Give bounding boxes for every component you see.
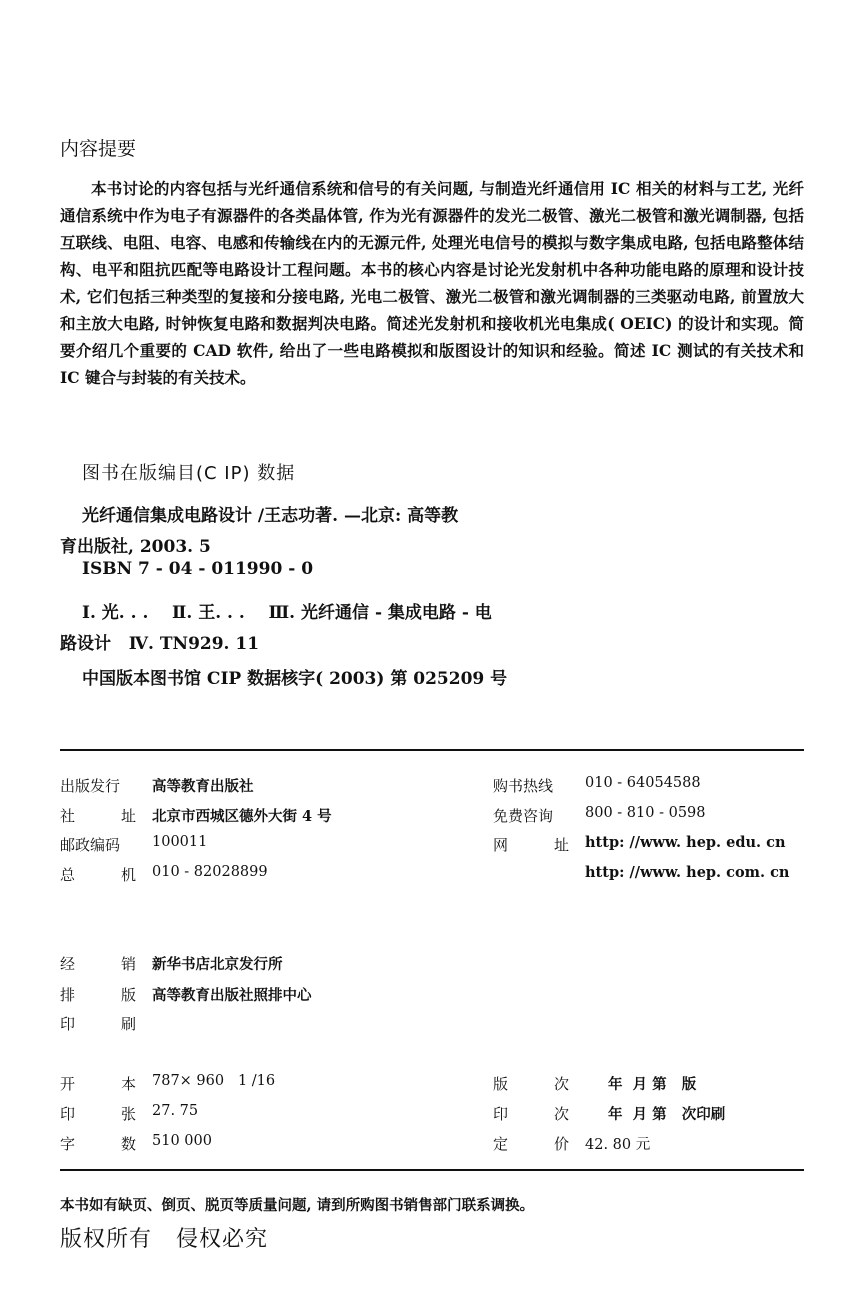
info-value: 010 - 82028899 xyxy=(152,864,268,880)
info-value: 010 - 64054588 xyxy=(585,775,701,791)
info-label: 版 次 xyxy=(493,1075,569,1093)
info-label: 定 价 xyxy=(493,1135,569,1153)
info-value: 787× 960 1 /16 xyxy=(152,1073,276,1089)
cip-heading: 图书在版编目(C IP) 数据 xyxy=(82,463,296,484)
copyright-notice xyxy=(60,1222,268,1253)
info-label: 经 销 xyxy=(60,955,136,973)
cip-subject-line2: 路设计 Ⅳ. TN929. 11 xyxy=(60,634,260,654)
bottom-rule xyxy=(60,1169,804,1171)
info-label: 社 址 xyxy=(60,807,136,825)
cip-title-line1: 光纤通信集成电路设计 /王志功著. —北京: 高等教 xyxy=(82,506,459,526)
cip-title-line2: 育出版社, 2003. 5 xyxy=(60,537,211,557)
info-label: 购书热线 xyxy=(493,777,554,795)
info-label: 邮政编码 xyxy=(60,836,121,854)
info-value: 年 月 第 版 xyxy=(608,1076,697,1093)
website-link[interactable]: http: //www. hep. edu. cn xyxy=(585,834,786,851)
info-value: 高等教育出版社 xyxy=(152,778,254,795)
quality-notice: 本书如有缺页、倒页、脱页等质量问题, 请到所购图书销售部门联系调换。 xyxy=(60,1197,535,1214)
info-label: 印 张 xyxy=(60,1105,136,1123)
info-value: 北京市西城区德外大街 4 号 xyxy=(152,808,332,825)
copyright-text: 版权所有 xyxy=(60,1227,153,1252)
cip-isbn: ISBN 7 - 04 - 011990 - 0 xyxy=(82,559,314,579)
price-value: 42. 80 元 xyxy=(585,1137,651,1153)
info-label: 开 本 xyxy=(60,1075,136,1093)
info-label: 免费咨询 xyxy=(493,807,554,825)
info-value: 100011 xyxy=(152,834,208,850)
info-value: 年 月 第 次印刷 xyxy=(608,1106,726,1123)
top-rule xyxy=(60,749,804,751)
info-label: 总 机 xyxy=(60,866,136,884)
info-label: 字 数 xyxy=(60,1135,136,1153)
info-label: 排 版 xyxy=(60,986,136,1004)
info-value: 800 - 810 - 0598 xyxy=(585,805,706,821)
cip-subject-line1: Ⅰ. 光. . . Ⅱ. 王. . . Ⅲ. 光纤通信 - 集成电路 - 电 xyxy=(82,603,492,623)
cip-subject-block xyxy=(60,598,580,660)
summary-paragraph: 本书讨论的内容包括与光纤通信系统和信号的有关问题, 与制造光纤通信用 IC 相关的材料与工艺, 光纤通信系统中作为电子有源器件的各类晶体管, 作为光有源器件的发光二极管、激光二极管和激光调制器, 包括互联线、电阻、电容、电感和传输线在内的无源元件, 处理光电信号的模拟与数字集成电路, 包括电路整体结构、电平和阻抗匹配等电路设计工程问题。本书的核心内容是讨论光发射机中各种功能电路的原理和设计技术, 它们包括三种类型的复接和分接电路, 光电二极管、激光二极管和激光调制器的三类驱动电路, 前置放大和主放大电路, 时钟恢复电路和数据判决电路。简述光发射机和接收机光电集成( OEIC) 的设计和实现。简要介绍几个重要的 CAD 软件, 给出了一些电路模拟和版图设计的知识和经验。简述 IC 测试的有关技术和 IC 键合与封装的有关技术。 xyxy=(60,179,804,387)
summary-text xyxy=(60,175,804,391)
info-value: 高等教育出版社照排中心 xyxy=(152,987,312,1004)
info-value: 27. 75 xyxy=(152,1103,199,1119)
info-value: 新华书店北京发行所 xyxy=(152,956,283,973)
info-label: 网 址 xyxy=(493,836,569,854)
summary-heading: 内容提要 xyxy=(60,138,137,160)
website-link[interactable]: http: //www. hep. com. cn xyxy=(585,864,790,881)
info-label: 印 次 xyxy=(493,1105,569,1123)
info-label: 出版发行 xyxy=(60,777,121,795)
info-label: 印 刷 xyxy=(60,1015,136,1033)
cip-title-block xyxy=(60,501,580,563)
cip-number: 中国版本图书馆 CIP 数据核字( 2003) 第 025209 号 xyxy=(82,669,508,689)
infringement-text: 侵权必究 xyxy=(176,1227,269,1252)
info-value: 510 000 xyxy=(152,1133,212,1149)
